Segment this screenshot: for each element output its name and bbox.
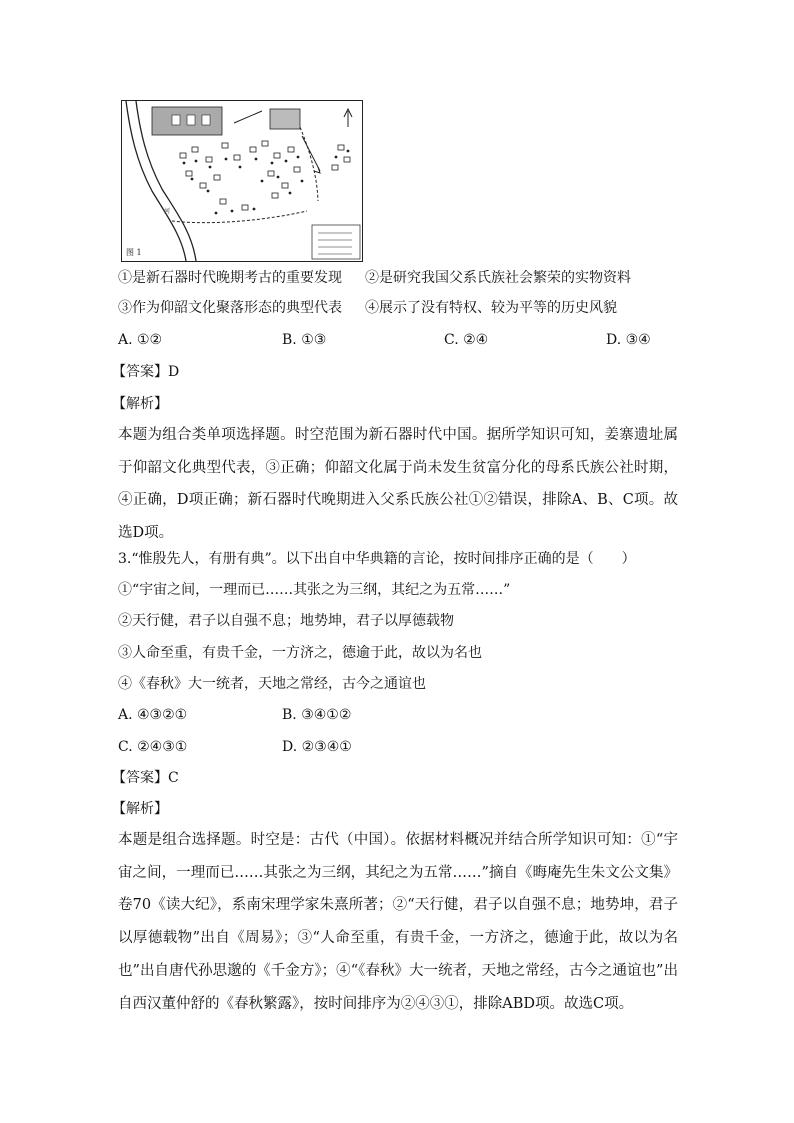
settlement-map-figure — [121, 100, 363, 262]
q2-analysis-title: 【解析】 — [112, 396, 168, 412]
q3-analysis-title: 【解析】 — [112, 801, 168, 817]
q3-item-3: ③人命至重，有贵千金，一方济之，德逾于此，故以为名也 — [118, 645, 482, 661]
q2-option-c: C. ②④ — [444, 332, 489, 348]
statement-4: ④展示了没有特权、较为平等的历史风貌 — [365, 300, 617, 316]
q3-stem: 3.“惟殷先人，有册有典”。以下出自中华典籍的言论，按时间排序正确的是（ ） — [118, 551, 636, 567]
q2-option-d: D. ③④ — [606, 332, 651, 348]
statement-2: ②是研究我国父系氏族社会繁荣的实物资料 — [365, 270, 631, 286]
q3-item-2: ②天行健，君子以自强不息；地势坤，君子以厚德载物 — [118, 613, 454, 629]
q3-option-d: D. ②③④① — [282, 739, 352, 755]
q3-option-a: A. ④③②① — [118, 707, 188, 723]
statement-3: ③作为仰韶文化聚落形态的典型代表 — [118, 300, 342, 316]
q2-option-a: A. ①② — [118, 332, 163, 348]
q3-item-4: ④《春秋》大一统者，天地之常经，古今之通谊也 — [118, 676, 426, 692]
q2-option-b: B. ①③ — [282, 332, 327, 348]
map-drawing — [122, 101, 362, 261]
q3-answer: 【答案】C — [112, 770, 179, 786]
q2-analysis-text: 本题为组合类单项选择题。时空范围为新石器时代中国。据所学知识可知，姜寨遗址属于仰韶文化典型代表，③正确；仰韶文化属于尚未发生贫富分化的母系氏族公社时期，④正确，D项正确；新石器时代晚期进入父系氏族公社①②错误，排除A、B、C项。故选D项。 — [118, 427, 678, 542]
figure-label: 图 1 — [126, 248, 142, 257]
q2-answer: 【答案】D — [112, 364, 180, 380]
q3-analysis-text: 本题是组合选择题。时空是：古代（中国）。依据材料概况并结合所学知识可知：①“宇宙之间，一理而已……其张之为三纲，其纪之为五常……”摘自《晦庵先生朱文公文集》卷70《读大纪》，系南宋理学家朱熹所著；②“天行健，君子以自强不息；地势坤，君子以厚德载物”出自《周易》；③“人命至重，有贵千金，一方济之，德逾于此，故以为名也”出自唐代孙思邈的《千金方》；④“《春秋》大一统者，天地之常经，古今之通谊也”出自西汉董仲舒的《春秋繁露》，按时间排序为②④③①，排除ABD项。故选C项。 — [118, 832, 678, 1012]
q3-option-b: B. ③④①② — [282, 707, 352, 723]
river-label: 河 — [164, 208, 171, 215]
q3-option-c: C. ②④③① — [118, 739, 188, 755]
q3-item-1: ①“宇宙之间，一理而已……其张之为三纲，其纪之为五常……” — [118, 582, 511, 598]
statement-1: ①是新石器时代晚期考古的重要发现 — [118, 270, 342, 286]
